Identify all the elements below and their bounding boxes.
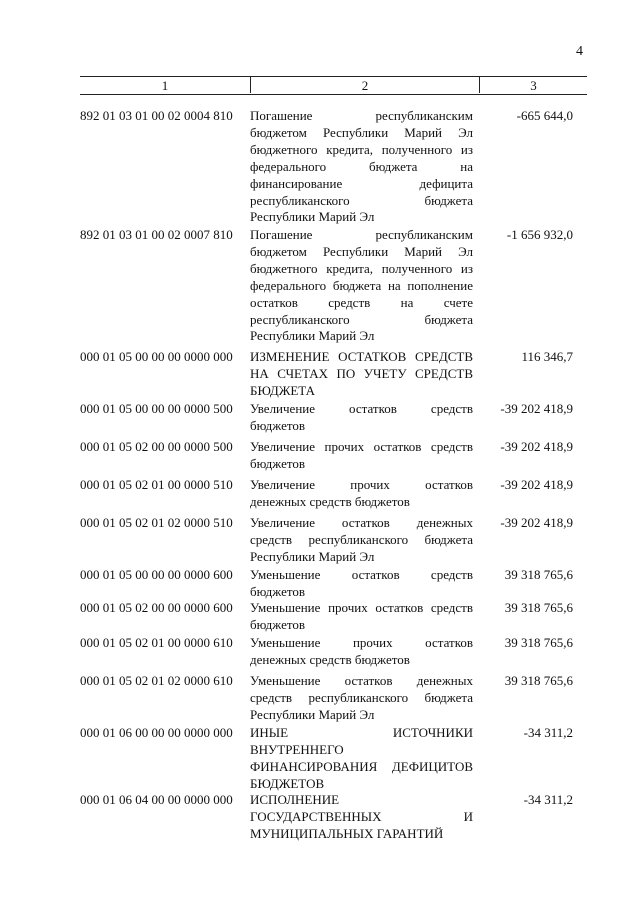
budget-code: 892 01 03 01 00 02 0007 810 (80, 227, 233, 242)
row-amount: -39 202 418,9 (500, 401, 573, 416)
budget-code: 000 01 06 04 00 00 0000 000 (80, 792, 233, 807)
row-amount: -34 311,2 (523, 792, 573, 807)
row-amount: 116 346,7 (521, 349, 573, 364)
row-description: Увеличение остатков средств бюджетов (250, 401, 473, 433)
budget-code: 000 01 05 02 01 00 0000 610 (80, 635, 233, 650)
budget-code: 000 01 05 00 00 00 0000 600 (80, 567, 233, 582)
row-description: Уменьшение прочих остатков денежных средств бюджетов (250, 635, 473, 667)
row-amount: 39 318 765,6 (504, 567, 573, 582)
row-description: ИНЫЕ ИСТОЧНИКИ ВНУТРЕННЕГО ФИНАНСИРОВАНИЯ ДЕФИЦИТОВ БЮДЖЕТОВ (250, 725, 473, 791)
row-amount: 39 318 765,6 (504, 635, 573, 650)
budget-code: 000 01 05 02 00 00 0000 600 (80, 600, 233, 615)
row-amount: -1 656 932,0 (506, 227, 573, 242)
row-amount: 39 318 765,6 (504, 600, 573, 615)
row-description: ИСПОЛНЕНИЕ ГОСУДАРСТВЕННЫХ И МУНИЦИПАЛЬНЫХ ГАРАНТИЙ (250, 792, 473, 841)
table-header (80, 76, 587, 95)
budget-code: 000 01 05 00 00 00 0000 000 (80, 349, 233, 364)
row-description: Увеличение остатков денежных средств республиканского бюджета Республики Марий Эл (250, 515, 473, 564)
row-amount: -665 644,0 (516, 108, 573, 123)
row-amount: -39 202 418,9 (500, 439, 573, 454)
row-description: Уменьшение остатков денежных средств республиканского бюджета Республики Марий Эл (250, 673, 473, 722)
budget-code: 000 01 05 02 01 02 0000 510 (80, 515, 233, 530)
budget-code: 892 01 03 01 00 02 0004 810 (80, 108, 233, 123)
row-amount: 39 318 765,6 (504, 673, 573, 688)
row-amount: -39 202 418,9 (500, 477, 573, 492)
row-description: Уменьшение остатков средств бюджетов (250, 567, 473, 599)
budget-code: 000 01 05 02 00 00 0000 500 (80, 439, 233, 454)
row-description: Уменьшение прочих остатков средств бюджетов (250, 600, 473, 632)
header-col-3: 3 (479, 77, 587, 93)
budget-code: 000 01 05 02 01 02 0000 610 (80, 673, 233, 688)
row-description: Погашение республиканским бюджетом Республики Марий Эл бюджетного кредита, полученного из федерального бюджета на финансирование дефицита республиканского бюджета Республики Марий Эл (250, 108, 473, 225)
row-description: Увеличение прочих остатков денежных средств бюджетов (250, 477, 473, 509)
row-description: Погашение республиканским бюджетом Республики Марий Эл бюджетного кредита, полученного из федерального бюджета на пополнение остатков средств на счете республиканского бюджета Республики Марий Эл (250, 227, 473, 344)
header-col-2: 2 (250, 77, 479, 93)
row-amount: -34 311,2 (523, 725, 573, 740)
budget-code: 000 01 05 00 00 00 0000 500 (80, 401, 233, 416)
budget-code: 000 01 05 02 01 00 0000 510 (80, 477, 233, 492)
row-description: ИЗМЕНЕНИЕ ОСТАТКОВ СРЕДСТВ НА СЧЕТАХ ПО УЧЕТУ СРЕДСТВ БЮДЖЕТА (250, 349, 473, 398)
row-description: Увеличение прочих остатков средств бюджетов (250, 439, 473, 471)
page-number: 4 (576, 44, 583, 59)
header-col-1: 1 (161, 78, 169, 93)
row-amount: -39 202 418,9 (500, 515, 573, 530)
budget-code: 000 01 06 00 00 00 0000 000 (80, 725, 233, 740)
